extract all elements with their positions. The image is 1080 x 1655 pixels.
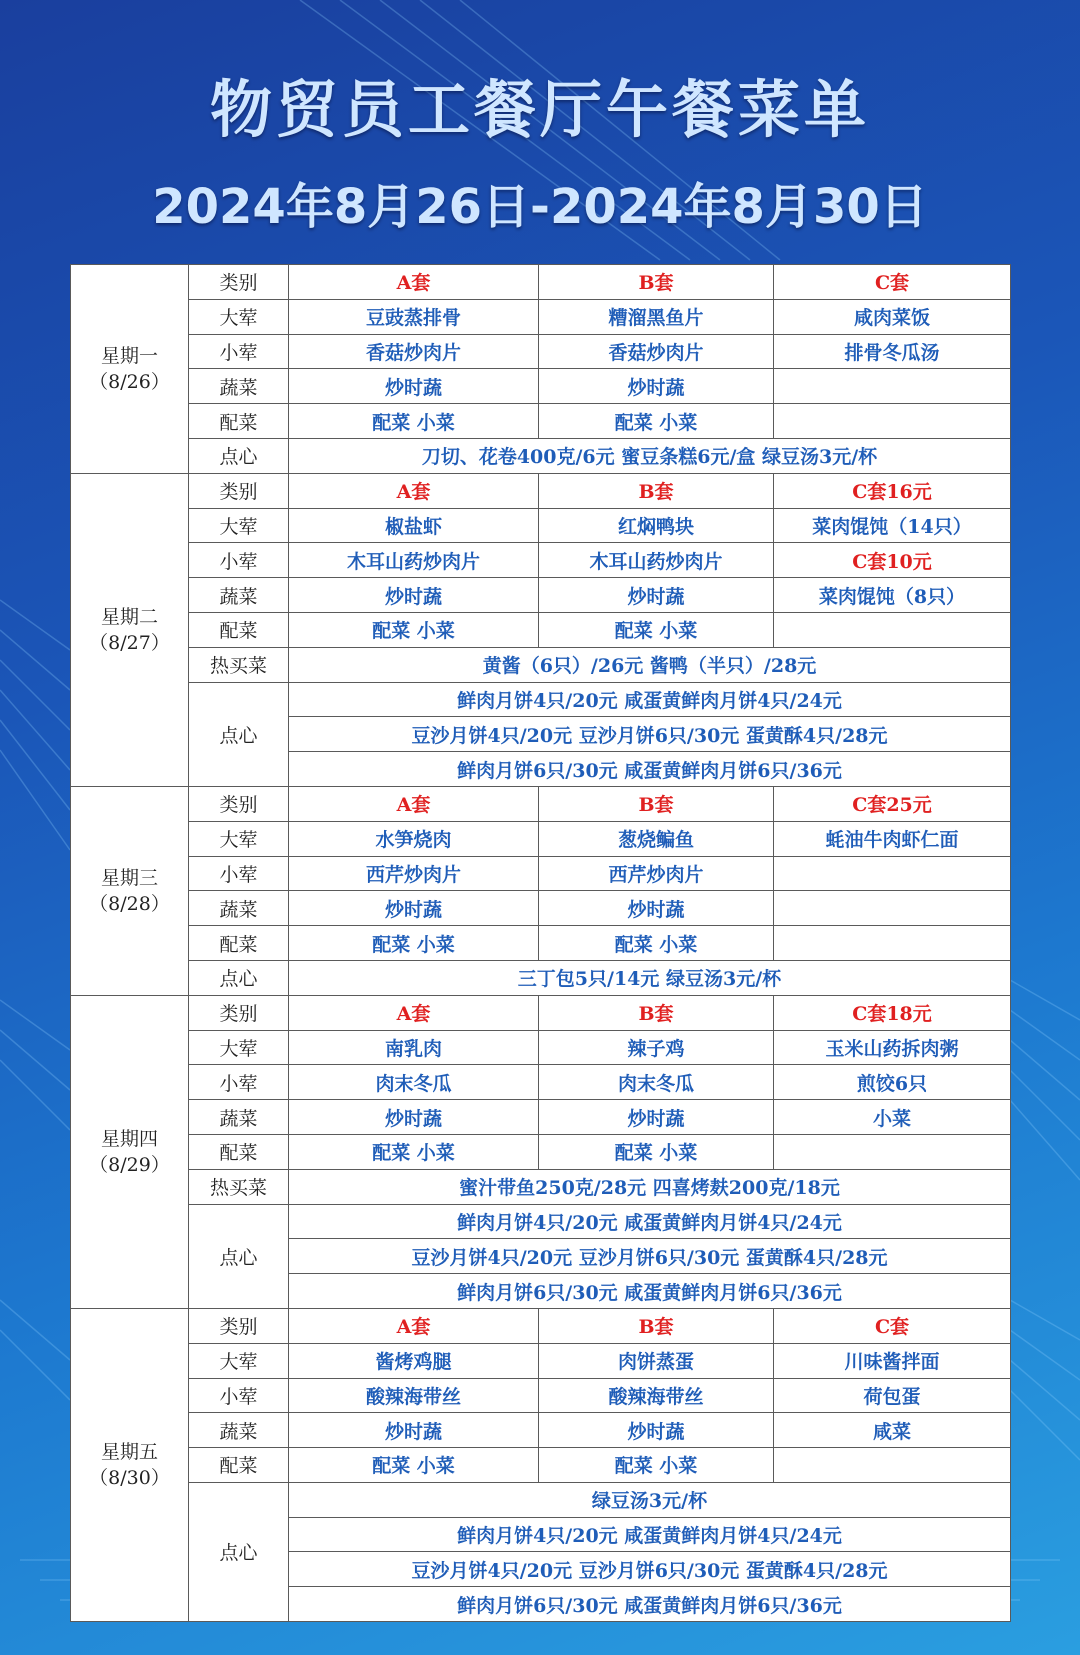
- dish-cell: 酱烤鸡腿: [289, 1343, 539, 1378]
- category-cell: 配菜: [189, 612, 289, 647]
- hot-dish-line: 蜜汁带鱼250克/28元 四喜烤麸200克/18元: [289, 1169, 1011, 1204]
- day-cell-tuesday: 星期二 （8/27）: [71, 473, 189, 786]
- dish-cell: [774, 1134, 1011, 1169]
- dish-cell: [774, 369, 1011, 404]
- dish-cell: 肉饼蒸蛋: [539, 1343, 774, 1378]
- category-cell: 小荤: [189, 543, 289, 578]
- category-cell: 大荤: [189, 299, 289, 334]
- dish-cell: 葱烧鳊鱼: [539, 821, 774, 856]
- page-title: 物贸员工餐厅午餐菜单: [209, 73, 870, 146]
- set-c-header: C套16元: [774, 473, 1011, 508]
- dish-cell: 蚝油牛肉虾仁面: [774, 821, 1011, 856]
- set-b-header: B套: [539, 1308, 774, 1343]
- day-cell-monday: 星期一 （8/26）: [71, 265, 189, 474]
- dish-cell: 豆豉蒸排骨: [289, 299, 539, 334]
- category-cell: 小荤: [189, 334, 289, 369]
- table-row: [71, 299, 1011, 334]
- table-row: [71, 1482, 1011, 1517]
- dish-cell: [774, 926, 1011, 961]
- dish-cell: 椒盐虾: [289, 508, 539, 543]
- table-row: [71, 334, 1011, 369]
- table-row: [71, 1030, 1011, 1065]
- category-cell: 配菜: [189, 404, 289, 439]
- dish-cell: 西芹炒肉片: [289, 856, 539, 891]
- set-b-header: B套: [539, 995, 774, 1030]
- dish-cell: 炒时蔬: [289, 369, 539, 404]
- dish-cell: 炒时蔬: [289, 1413, 539, 1448]
- category-cell: 大荤: [189, 1343, 289, 1378]
- dish-cell: 糟溜黑鱼片: [539, 299, 774, 334]
- set-a-header: A套: [289, 265, 539, 300]
- table-row: [71, 647, 1011, 682]
- category-cell: 配菜: [189, 1134, 289, 1169]
- day-cell-thursday: 星期四 （8/29）: [71, 995, 189, 1308]
- set-a-header: A套: [289, 1308, 539, 1343]
- snack-line: 绿豆汤3元/杯: [289, 1482, 1011, 1517]
- snack-line: 刀切、花卷400克/6元 蜜豆条糕6元/盒 绿豆汤3元/杯: [289, 438, 1011, 473]
- table-row: [71, 404, 1011, 439]
- category-cell: 大荤: [189, 821, 289, 856]
- table-row: [71, 960, 1011, 995]
- category-cell: 大荤: [189, 1030, 289, 1065]
- set-a-header: A套: [289, 786, 539, 821]
- category-cell: 蔬菜: [189, 891, 289, 926]
- dish-cell: 炒时蔬: [539, 369, 774, 404]
- set-c-header: C套18元: [774, 995, 1011, 1030]
- category-cell: 蔬菜: [189, 578, 289, 613]
- dish-cell: 南乳肉: [289, 1030, 539, 1065]
- dish-cell: [774, 856, 1011, 891]
- hot-dish-line: 黄酱（6只）/26元 酱鸭（半只）/28元: [289, 647, 1011, 682]
- dish-cell: 炒时蔬: [289, 578, 539, 613]
- dish-cell: 菜肉馄饨（14只）: [774, 508, 1011, 543]
- dish-cell: 配菜 小菜: [539, 926, 774, 961]
- table-row: [71, 1413, 1011, 1448]
- dish-cell: 咸菜: [774, 1413, 1011, 1448]
- category-cell: 点心: [189, 1204, 289, 1308]
- snack-line: 鲜肉月饼4只/20元 咸蛋黄鲜肉月饼4只/24元: [289, 1517, 1011, 1552]
- category-cell: 小荤: [189, 1065, 289, 1100]
- table-row: [71, 1134, 1011, 1169]
- snack-line: 鲜肉月饼4只/20元 咸蛋黄鲜肉月饼4只/24元: [289, 1204, 1011, 1239]
- category-cell: 点心: [189, 1482, 289, 1621]
- dish-cell: [774, 891, 1011, 926]
- category-cell: 蔬菜: [189, 369, 289, 404]
- dish-cell: 炒时蔬: [539, 1413, 774, 1448]
- dish-cell: [774, 404, 1011, 439]
- dish-cell: 红焖鸭块: [539, 508, 774, 543]
- table-row: [71, 578, 1011, 613]
- category-cell: 热买菜: [189, 647, 289, 682]
- dish-cell: 配菜 小菜: [289, 926, 539, 961]
- category-cell: 类别: [189, 265, 289, 300]
- set-c-header: C套: [774, 265, 1011, 300]
- table-row: [71, 265, 1011, 300]
- table-row: [71, 1378, 1011, 1413]
- table-row: [71, 856, 1011, 891]
- table-row: [71, 508, 1011, 543]
- category-cell: 配菜: [189, 1448, 289, 1483]
- dish-cell: 菜肉馄饨（8只）: [774, 578, 1011, 613]
- dish-cell: 炒时蔬: [289, 1100, 539, 1135]
- dish-cell: 辣子鸡: [539, 1030, 774, 1065]
- dish-cell: 香菇炒肉片: [289, 334, 539, 369]
- snack-line: 鲜肉月饼6只/30元 咸蛋黄鲜肉月饼6只/36元: [289, 1274, 1011, 1309]
- set-b-header: B套: [539, 265, 774, 300]
- snack-line: 鲜肉月饼6只/30元 咸蛋黄鲜肉月饼6只/36元: [289, 752, 1011, 787]
- category-cell: 大荤: [189, 508, 289, 543]
- snack-line: 鲜肉月饼4只/20元 咸蛋黄鲜肉月饼4只/24元: [289, 682, 1011, 717]
- category-cell: 类别: [189, 995, 289, 1030]
- table-row: [71, 995, 1011, 1030]
- day-cell-friday: 星期五 （8/30）: [71, 1308, 189, 1621]
- dish-cell: 西芹炒肉片: [539, 856, 774, 891]
- dish-cell: 炒时蔬: [539, 1100, 774, 1135]
- category-cell: 类别: [189, 473, 289, 508]
- table-row: [71, 438, 1011, 473]
- snack-line: 豆沙月饼4只/20元 豆沙月饼6只/30元 蛋黄酥4只/28元: [289, 1552, 1011, 1587]
- table-row: [71, 682, 1011, 717]
- dish-cell: 配菜 小菜: [539, 612, 774, 647]
- dish-cell: 肉末冬瓜: [539, 1065, 774, 1100]
- table-row: [71, 1343, 1011, 1378]
- dish-cell: 炒时蔬: [539, 578, 774, 613]
- set-b-header: B套: [539, 786, 774, 821]
- dish-cell: 炒时蔬: [539, 891, 774, 926]
- category-cell: 蔬菜: [189, 1100, 289, 1135]
- dish-cell: 酸辣海带丝: [289, 1378, 539, 1413]
- dish-cell: 配菜 小菜: [539, 1448, 774, 1483]
- table-row: [71, 543, 1011, 578]
- dish-cell: 咸肉菜饭: [774, 299, 1011, 334]
- table-row: [71, 786, 1011, 821]
- menu-table: [70, 264, 1011, 1622]
- table-row: [71, 473, 1011, 508]
- category-cell: 点心: [189, 682, 289, 786]
- dish-cell: 肉末冬瓜: [289, 1065, 539, 1100]
- dish-cell: [774, 1448, 1011, 1483]
- dish-cell: 玉米山药拆肉粥: [774, 1030, 1011, 1065]
- dish-cell: 配菜 小菜: [539, 1134, 774, 1169]
- dish-cell: 煎饺6只: [774, 1065, 1011, 1100]
- dish-cell: 小菜: [774, 1100, 1011, 1135]
- snack-line: 豆沙月饼4只/20元 豆沙月饼6只/30元 蛋黄酥4只/28元: [289, 717, 1011, 752]
- table-row: [71, 1100, 1011, 1135]
- category-cell: 点心: [189, 438, 289, 473]
- day-cell-wednesday: 星期三 （8/28）: [71, 786, 189, 995]
- category-cell: 小荤: [189, 856, 289, 891]
- dish-cell: 荷包蛋: [774, 1378, 1011, 1413]
- snack-line: 豆沙月饼4只/20元 豆沙月饼6只/30元 蛋黄酥4只/28元: [289, 1239, 1011, 1274]
- table-row: [71, 612, 1011, 647]
- set-a-header: A套: [289, 473, 539, 508]
- date-range: 2024年8月26日-2024年8月30日: [152, 179, 928, 235]
- set-c-header: C套: [774, 1308, 1011, 1343]
- dish-cell: 木耳山药炒肉片: [289, 543, 539, 578]
- dish-cell: 炒时蔬: [289, 891, 539, 926]
- dish-cell: 配菜 小菜: [289, 1448, 539, 1483]
- category-cell: 小荤: [189, 1378, 289, 1413]
- dish-cell: 排骨冬瓜汤: [774, 334, 1011, 369]
- set-a-header: A套: [289, 995, 539, 1030]
- table-row: [71, 1448, 1011, 1483]
- dish-cell: 酸辣海带丝: [539, 1378, 774, 1413]
- table-row: [71, 891, 1011, 926]
- category-cell: 蔬菜: [189, 1413, 289, 1448]
- dish-cell: 木耳山药炒肉片: [539, 543, 774, 578]
- table-row: [71, 1169, 1011, 1204]
- table-row: [71, 1204, 1011, 1239]
- dish-cell: 水笋烧肉: [289, 821, 539, 856]
- dish-cell: 配菜 小菜: [289, 1134, 539, 1169]
- set-c-header: C套25元: [774, 786, 1011, 821]
- category-cell: 热买菜: [189, 1169, 289, 1204]
- dish-cell: 配菜 小菜: [289, 404, 539, 439]
- snack-line: 三丁包5只/14元 绿豆汤3元/杯: [289, 960, 1011, 995]
- snack-line: 鲜肉月饼6只/30元 咸蛋黄鲜肉月饼6只/36元: [289, 1587, 1011, 1622]
- category-cell: 配菜: [189, 926, 289, 961]
- table-row: [71, 1065, 1011, 1100]
- category-cell: 类别: [189, 786, 289, 821]
- dish-cell: 配菜 小菜: [289, 612, 539, 647]
- category-cell: 点心: [189, 960, 289, 995]
- dish-cell: 配菜 小菜: [539, 404, 774, 439]
- table-row: [71, 1308, 1011, 1343]
- set-b-header: B套: [539, 473, 774, 508]
- table-row: [71, 821, 1011, 856]
- table-row: [71, 369, 1011, 404]
- category-cell: 类别: [189, 1308, 289, 1343]
- dish-cell: [774, 612, 1011, 647]
- table-row: [71, 926, 1011, 961]
- dish-cell: 川味酱拌面: [774, 1343, 1011, 1378]
- dish-cell: 香菇炒肉片: [539, 334, 774, 369]
- set-c-price-header: C套10元: [774, 543, 1011, 578]
